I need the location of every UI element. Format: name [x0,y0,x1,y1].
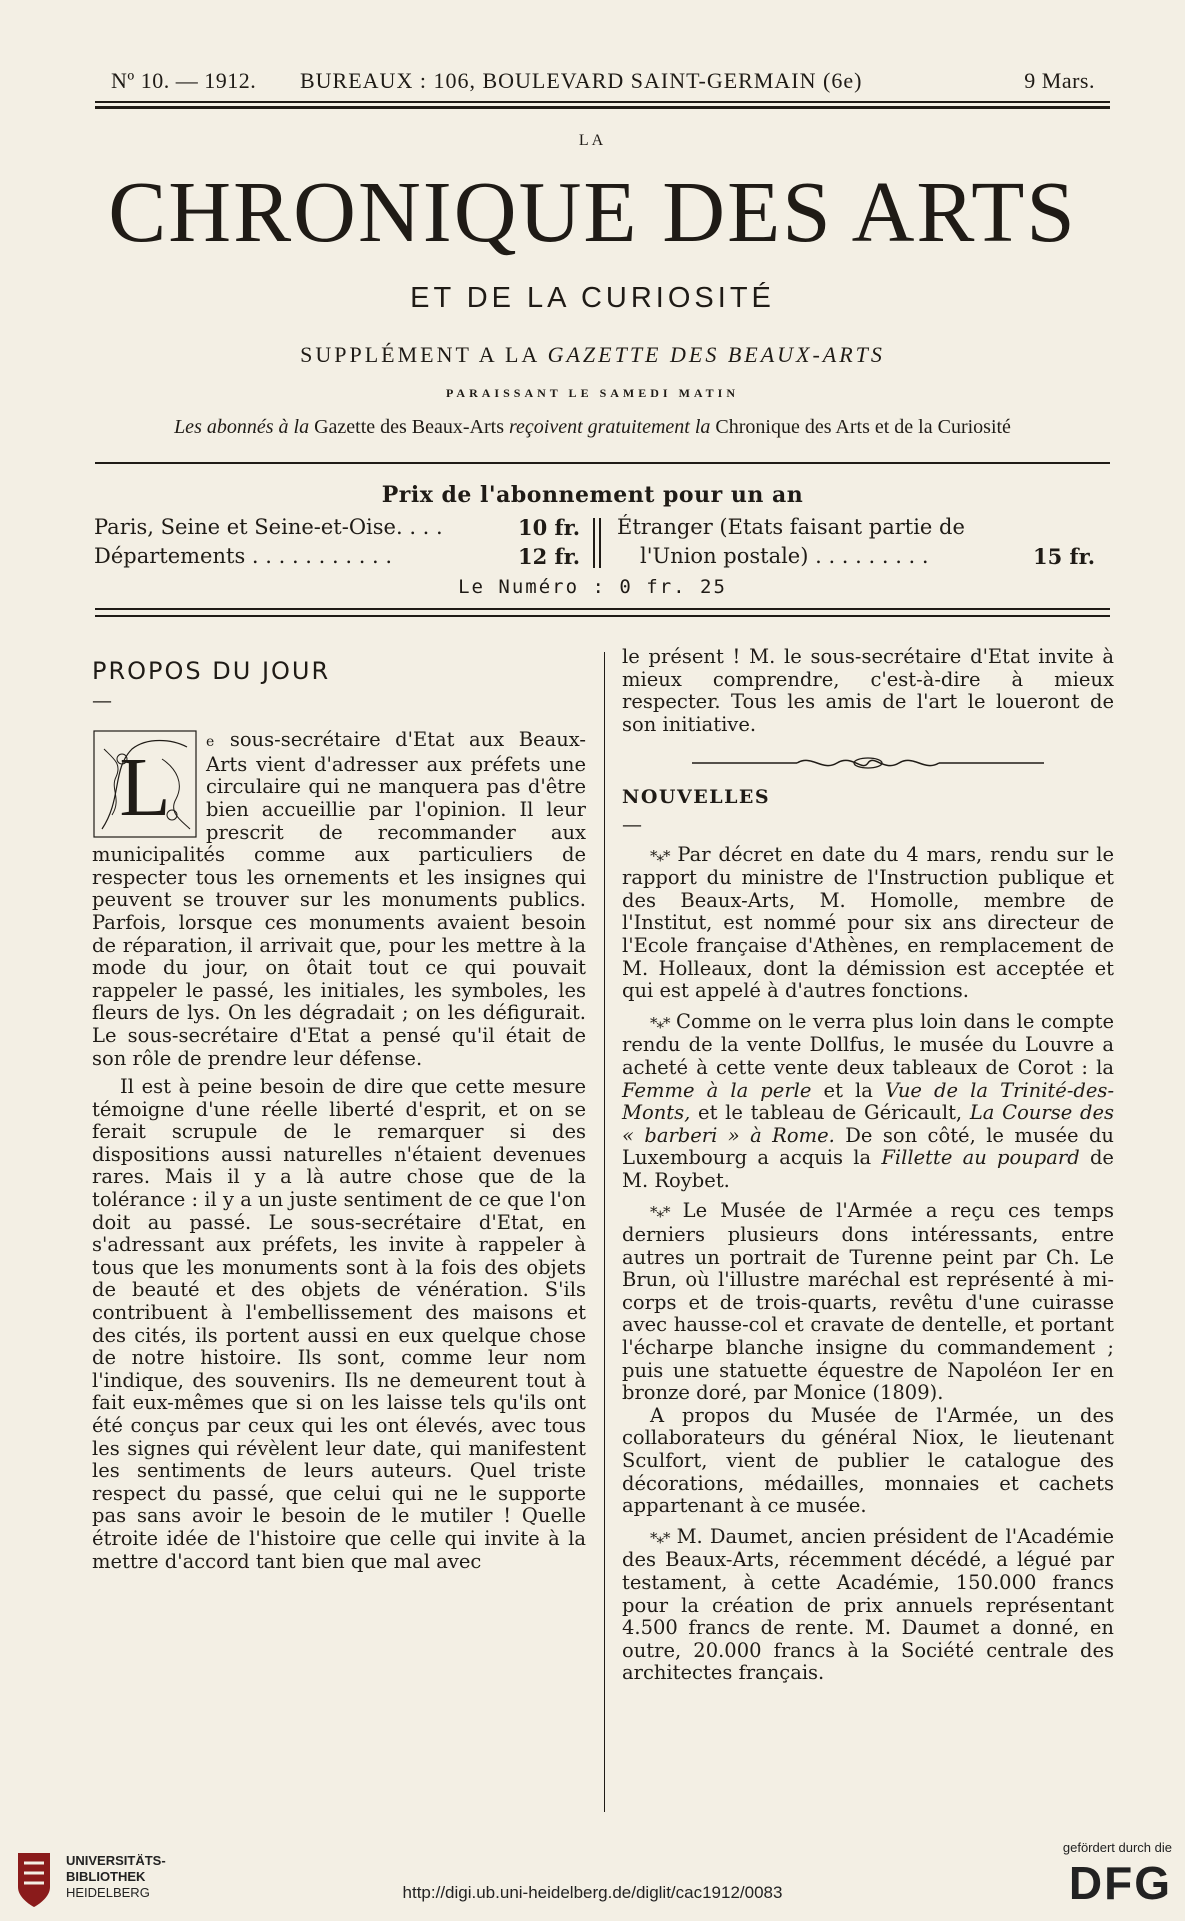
news-item-2-text-a: Comme on le verra plus loin dans le compte rendu de la vente Dollfus, le musée du Louvre a acheté à cette vente deux tableaux de Corot : la [622,1009,1114,1079]
asterism: *⁎* [650,1013,670,1032]
propos-title: PROPOS DU JOUR [92,657,331,685]
departements-price: 12 fr. [518,544,581,569]
artwork-title-femme: Femme à la perle [622,1078,812,1102]
news-item-5 [622,1526,1114,1685]
library-name-1: UNIVERSITÄTS- [66,1853,166,1868]
top-rule-thick [95,106,1110,109]
publication-schedule: PARAISSANT LE SAMEDI MATIN [445,386,740,400]
propos-dash: — [92,687,112,712]
supplement-prefix: SUPPLÉMENT A LA [300,342,540,367]
propos-paragraph-1-text: sous-secrétaire d'Etat aux Beaux-Arts vient d'adresser aux préfets une circulaire qui ne manquera pas d'être bien accueillie par l'opinion. Il leur prescrit de recommander aux municipalités comme aux particuliers de respecter tous les ornements et les insignes qui peuvent se trouver sur les monuments publics. Parfois, lorsque ces monuments avaient besoin de réparation, il arrivait que, pour les mettre à la mode du jour, on ôtait tout ce qui pouvait rappeler le passé, les initiales, les symboles, les fleurs de lys. On les dégradait ; on les défigurait. Le sous-secrétaire d'Etat a pensé qu'il était de son rôle de prendre leur défense. [92,728,586,1070]
library-name-2: BIBLIOTHEK [66,1869,146,1884]
artwork-title-vue: Vue de la Trinité-des-Monts, [622,1078,1115,1125]
nouvelles-title: NOUVELLES [622,786,771,809]
subscription-rule-2 [95,615,1110,617]
library-name-3: HEIDELBERG [66,1885,150,1900]
dropcap-lead: e [206,734,216,751]
left-column [92,657,586,1573]
dropcap-ornament [92,729,198,839]
section-ornament [622,750,1114,776]
dfg-logo [1038,1840,1178,1915]
paris-price: 10 fr. [518,515,581,540]
subscribers-note-part4: Chronique des Arts et de la Curiosité [715,416,1011,438]
propos-paragraph-1 [92,729,586,1070]
news-item-3 [622,1200,1114,1404]
news-item-5-text: M. Daumet, ancien président de l'Académie des Beaux-Arts, récemment décédé, a légué par testament, à cette Académie, 150.000 francs pour la création de prix annuels représentant 4.500 francs de rente. M. Daumet a donné, en outre, 20.000 francs à la Société centrale des architectes français. [622,1524,1114,1685]
bureaux-address: BUREAUX : 106, BOULEVARD SAINT-GERMAIN (6e) [300,68,863,93]
top-line [95,68,1095,98]
asterism: *⁎* [650,1203,670,1222]
top-rule [95,101,1110,103]
news-item-1 [622,844,1114,1003]
asterism: *⁎* [650,846,670,865]
nouvelles-dash: — [622,811,642,836]
issue-number: Nº 10. — 1912. [111,68,257,93]
subscription-title: Prix de l'abonnement pour un an [381,482,804,508]
news-item-2 [622,1011,1114,1193]
artwork-title-course: La Course des « barberi » à Rome. [622,1101,1114,1147]
column-separator [604,652,605,1812]
etranger-label-2: l'Union postale) . . . . . . . . . [640,544,929,568]
masthead-title: CHRONIQUE DES ARTS [108,163,1077,260]
masthead-rule [95,462,1110,464]
issue-date: 9 Mars. [1024,68,1095,93]
subscribers-note-part2: Gazette des Beaux-Arts [314,416,504,438]
news-item-2-text-c: et la [823,1078,873,1102]
masthead-la: LA [578,132,607,149]
subscribers-note [0,416,1185,439]
masthead-subtitle: ET DE LA CURIOSITÉ [410,282,775,314]
artwork-title-fillette: Fillette au poupard [881,1146,1080,1170]
supplement-gazette: GAZETTE DES BEAUX-ARTS [547,342,885,367]
news-item-3-text: Le Musée de l'Armée a reçu ces temps derniers plusieurs dons intéressants, entre autres un portrait de Turenne peint par Ch. Le Brun, où l'illustre maréchal est représenté à mi-corps et de trois-quarts, revêtu d'une cuirasse avec hausse-col et cravate de dentelle, et portant l'écharpe blanche insigne du commandement ; puis une statuette équestre de Napoléon Ier en bronze doré, par Monice (1809). [622,1199,1114,1405]
news-item-2-text-e: et le tableau de Géricault, [698,1101,963,1125]
asterism: *⁎* [650,1528,670,1547]
propos-paragraph-3: le présent ! M. le sous-secrétaire d'Etat invite à mieux comprendre, c'est-à-dire à mieux respecter. Tous les amis de l'art le loueront de son initiative. [622,645,1114,736]
news-item-2-text-g: De son côté, le musée du Luxembourg a acquis la [622,1123,1114,1170]
subscribers-note-part3: reçoivent gratuitement la [508,416,711,438]
propos-paragraph-2: Il est à peine besoin de dire que cette mesure témoigne d'une réelle liberté d'esprit, et on se ferait scrupule de le remarquer si des dispositions aussi naturelles n'étaient devenues rares. Mais il y a là autre chose que de la tolérance : il y a un juste sentiment de ce que l'on doit au passé. Le sous-secrétaire d'Etat, en s'adressant aux préfets, les invite à rappeler à tous que les monuments sont à la fois des objets de beauté et des objets de vénération. S'ils contribuent à l'embellissement des maisons et des cités, ils portent aussi en eux quelque chose de notre histoire. Ils sont, comme leur nom l'indique, des souvenirs. Ils ne demeurent tout à fait eux-mêmes que si on les laisse tels qu'ils ont été conçus par ceux qui les ont élevés, avec tous les signes qui révèlent leur date, qui manifestent les sentiments de leurs auteurs. Quel triste respect du passé, que celui qui ne le supporte pas sans avoir le besoin de le mutiler ! Quelle étroite idée de l'histoire que celle qui invite à la mettre d'accord tant bien que mal avec [92,1075,586,1573]
library-logo [14,1845,274,1915]
news-item-2-text-i: de M. Roybet. [622,1146,1114,1192]
departements-label: Départements . . . . . . . . . . . [94,544,393,568]
news-item-1-text: Par décret en date du 4 mars, rendu sur le rapport du ministre de l'Instruction publique et des Beaux-Arts, M. Homolle, membre de l'Institut, est nommé pour six ans directeur de l'Ecole française d'Athènes, en remplacement de M. Holleaux, dont la démission est acceptée et qui est appelé à d'autres fonctions. [622,842,1114,1003]
etranger-label-1: Étranger (Etats faisant partie de [617,515,965,539]
dropcap-letter: L [119,741,171,835]
news-item-4: A propos du Musée de l'Armée, un des collaborateurs du général Niox, le lieutenant Sculfort, vient de publier le catalogue des décorations, médailles, monnaies et cachets appartenant à ce musée. [622,1403,1114,1518]
single-issue-price: Le Numéro : 0 fr. 25 [458,576,727,598]
subscribers-note-part1: Les abonnés à la [174,416,310,438]
subscription-divider-1 [593,518,595,568]
supplement-line [0,342,1185,368]
subscription-divider-2 [599,518,601,568]
right-column [622,646,1114,1685]
dfg-wordmark: DFG [1068,1857,1172,1909]
source-url[interactable]: http://digi.ub.uni-heidelberg.de/diglit/cac1912/0083 [402,1883,783,1902]
paris-label: Paris, Seine et Seine-et-Oise. . . . [94,515,443,539]
funded-by-label: gefördert durch die [1062,1840,1172,1855]
etranger-price: 15 fr. [1033,544,1096,569]
subscription-rule-1 [95,608,1110,610]
